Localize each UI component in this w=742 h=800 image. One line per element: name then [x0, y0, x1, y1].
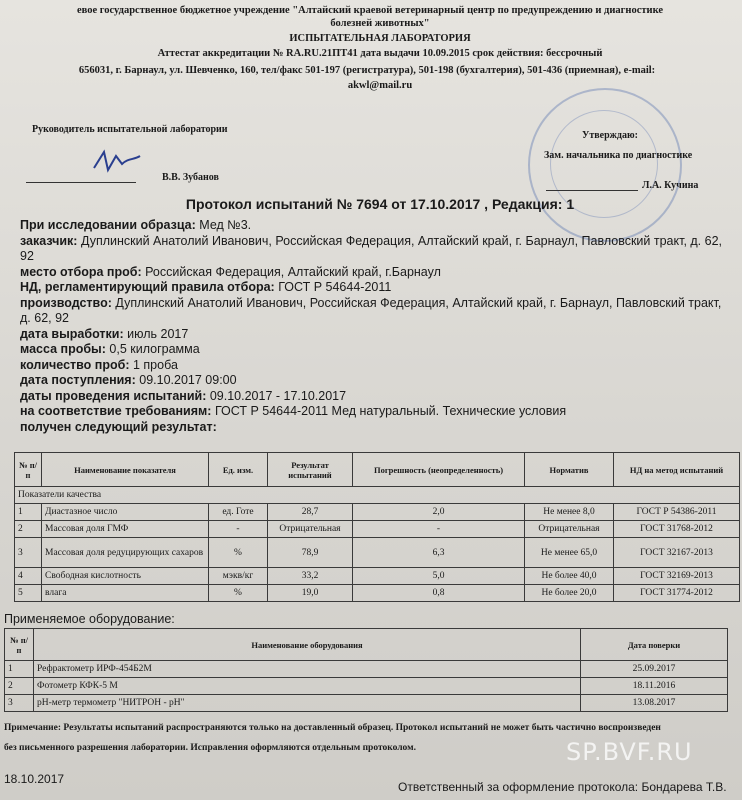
- field-requirements: на соответствие требованиям: ГОСТ Р 54644-2011 Мед натуральный. Технические условия: [20, 404, 567, 418]
- field-sampling-standard: НД, регламентирующий правила отбора: ГОСТ Р 54644-2011: [20, 280, 392, 294]
- org-line-1: евое государственное бюджетное учреждение "Алтайский краевой ветеринарный центр по предупреждению и диагностике: [76, 5, 664, 16]
- lab-head-label: Руководитель испытательной лаборатории: [32, 124, 228, 135]
- signature-line: [26, 182, 136, 183]
- field-sampling-place: место отбора проб: Российская Федерация, Алтайский край, г.Барнаул: [20, 264, 441, 279]
- col-number: № п/п: [5, 629, 34, 661]
- approved-label: Утверждаю:: [582, 130, 638, 141]
- field-sample-mass: масса пробы: 0,5 килограмма: [20, 342, 200, 356]
- watermark: SP.BVF.RU: [566, 738, 693, 766]
- section-title: Показатели качества: [15, 487, 740, 504]
- col-verification-date: Дата поверки: [581, 629, 728, 661]
- lab-name: ИСПЫТАТЕЛЬНАЯ ЛАБОРАТОРИЯ: [289, 33, 471, 44]
- table-row: 2 Фотометр КФК-5 М 18.11.2016: [5, 678, 728, 695]
- table-row: 3 Массовая доля редуцирующих сахаров % 78,9 6,3 Не менее 65,0 ГОСТ 32167-2013: [15, 538, 740, 568]
- org-line-2: болезней животных": [330, 18, 430, 29]
- table-row: 1 Диастазное число ед. Готе 28,7 2,0 Не менее 8,0 ГОСТ Р 54386-2011: [15, 504, 740, 521]
- lab-head-name: В.В. Зубанов: [162, 172, 219, 183]
- table-row: 2 Массовая доля ГМФ - Отрицательная - Отрицательная ГОСТ 31768-2012: [15, 521, 740, 538]
- col-unit: Ед. изм.: [209, 453, 268, 487]
- signature-icon: [86, 146, 146, 176]
- email: akwl@mail.ru: [347, 80, 413, 91]
- protocol-title: Протокол испытаний № 7694 от 17.10.2017 , Редакция: 1: [185, 196, 575, 212]
- col-equipment: Наименование оборудования: [34, 629, 581, 661]
- field-test-dates: даты проведения испытаний: 09.10.2017 - 17.10.2017: [20, 388, 347, 403]
- col-norm: Норматив: [525, 453, 614, 487]
- col-method: НД на метод испытаний: [614, 453, 740, 487]
- table-row: 1 Рефрактометр ИРФ-454Б2М 25.09.2017: [5, 661, 728, 678]
- table-row: 4 Свободная кислотность мэкв/кг 33,2 5,0 Не более 40,0 ГОСТ 32169-2013: [15, 568, 740, 585]
- col-parameter: Наименование показателя: [42, 453, 209, 487]
- table-row: 3 pH-метр термометр "НИТРОН - pH" 13.08.2017: [5, 695, 728, 712]
- col-uncertainty: Погрешность (неопределенность): [353, 453, 525, 487]
- results-table: [14, 452, 740, 602]
- field-receipt-date: дата поступления: 09.10.2017 09:00: [20, 373, 237, 387]
- table-row: 5 влага % 19,0 0,8 Не более 20,0 ГОСТ 31774-2012: [15, 585, 740, 602]
- org-header: [40, 4, 720, 92]
- field-customer: заказчик: Дуплинский Анатолий Иванович, Российская Федерация, Алтайский край, г. Барнаул, Павловский тракт, д. 62, 92: [20, 233, 723, 263]
- field-producer: производство: Дуплинский Анатолий Иванович, Российская Федерация, Алтайский край, г. Барнаул, Павловский тракт, д. 62, 92: [20, 295, 722, 325]
- equipment-table: [4, 628, 728, 712]
- field-sample: При исследовании образца: Мед №3.: [20, 218, 252, 232]
- address: 656031, г. Барнаул, ул. Шевченко, 160, тел/факс 501-197 (регистратура), 501-198 (бухгалтерия), 501-436 (приемная), e-mail:: [78, 65, 656, 76]
- approval-signature-line: [546, 190, 638, 191]
- col-result: Результат испытаний: [268, 453, 353, 487]
- col-number: № п/п: [15, 453, 42, 487]
- field-production-date: дата выработки: июль 2017: [20, 326, 189, 341]
- section-row: [15, 487, 740, 504]
- equipment-label: Применяемое оборудование:: [4, 612, 175, 626]
- sample-info: [20, 218, 730, 435]
- field-sample-count: количество проб: 1 проба: [20, 357, 178, 372]
- responsible-person: Ответственный за оформление протокола: Бондарева Т.В.: [398, 780, 727, 794]
- note-line-1: Примечание: Результаты испытаний распространяются только на доставленный образец. Протокол испытаний не может быть частично воспроизведен: [4, 723, 661, 733]
- result-label: получен следующий результат:: [20, 419, 217, 434]
- note-line-2: без письменного разрешения лаборатории. Исправления оформляются отдельным протоколом.: [4, 743, 416, 753]
- approved-title: Зам. начальника по диагностике: [544, 150, 693, 161]
- approved-name: Л.А. Кучина: [642, 180, 699, 191]
- accreditation: Аттестат аккредитации № RA.RU.21ПТ41 дата выдачи 10.09.2015 срок действия: бессрочный: [157, 48, 603, 59]
- issue-date: 18.10.2017: [4, 772, 65, 786]
